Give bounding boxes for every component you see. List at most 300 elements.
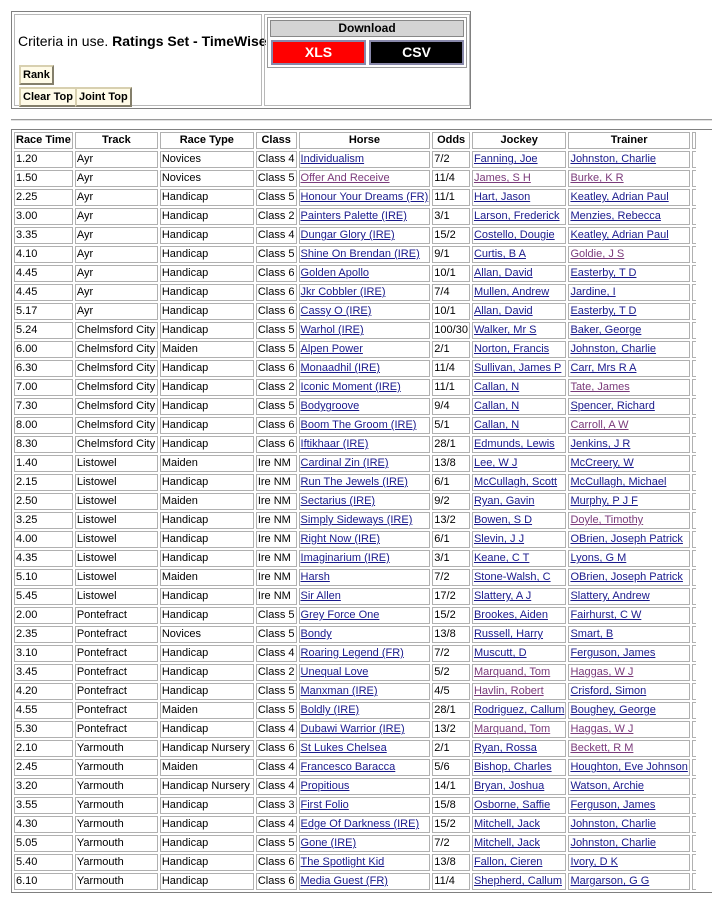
table-row [14,379,696,396]
trainer-link[interactable]: Jardine, I [570,286,616,298]
criteria-panel [11,11,471,109]
horse-link[interactable]: Alpen Power [300,343,363,355]
cell-track: Chelmsford City [75,436,158,453]
cell-class: Class 5 [256,607,297,624]
jockey-link[interactable]: Larson, Frederick [473,210,560,222]
cell-race-type: Handicap Nursery [160,778,254,795]
cell-odds: 4/5 [432,683,470,700]
cell-horse [299,360,431,377]
cell-track: Pontefract [75,607,158,624]
jockey-link[interactable]: Havlin, Robert [473,685,544,697]
download-title: Download [270,20,464,37]
cell-jockey [472,702,566,719]
trainer-link[interactable]: Johnston, Charlie [570,153,657,165]
cell-cut [692,303,696,320]
trainer-link[interactable]: Johnston, Charlie [570,818,657,830]
cell-odds: 7/2 [432,151,470,168]
jockey-link[interactable]: Mullen, Andrew [473,286,550,298]
cell-cut [692,626,696,643]
cell-track: Yarmouth [75,759,158,776]
cell-race-type: Maiden [160,759,254,776]
trainer-link[interactable]: Easterby, T D [570,305,637,317]
trainer-link[interactable]: McCreery, W [570,457,634,469]
cell-horse [299,778,431,795]
cell-track: Yarmouth [75,797,158,814]
trainer-link[interactable]: Keatley, Adrian Paul [570,229,669,241]
trainer-link[interactable]: Keatley, Adrian Paul [570,191,669,203]
cell-horse [299,341,431,358]
horse-link[interactable]: Individualism [300,153,365,165]
cell-odds: 14/1 [432,778,470,795]
trainer-link[interactable]: Johnston, Charlie [570,343,657,355]
horse-link[interactable]: Simply Sideways (IRE) [300,514,413,526]
jockey-link[interactable]: Allan, David [473,267,533,279]
trainer-link[interactable]: Easterby, T D [570,267,637,279]
cell-race-time: 5.24 [14,322,73,339]
cell-odds: 5/2 [432,664,470,681]
jockey-link[interactable]: Fanning, Joe [473,153,538,165]
horse-link[interactable]: Boldly (IRE) [300,704,360,716]
horse-link[interactable]: Honour Your Dreams (FR) [300,191,429,203]
trainer-link[interactable]: Haggas, W J [570,666,634,678]
cell-race-type: Handicap [160,512,254,529]
jockey-link[interactable]: James, S H [473,172,531,184]
trainer-link[interactable]: Johnston, Charlie [570,837,657,849]
cell-jockey [472,303,566,320]
cell-jockey [472,873,566,890]
trainer-link[interactable]: Crisford, Simon [570,685,647,697]
horse-link[interactable]: Grey Force One [300,609,380,621]
trainer-link[interactable]: Fairhurst, C W [570,609,642,621]
horse-link[interactable]: Media Guest (FR) [300,875,388,887]
horse-link[interactable]: Manxman (IRE) [300,685,378,697]
horse-link[interactable]: Iftikhaar (IRE) [300,438,369,450]
cell-class: Class 6 [256,303,297,320]
jockey-link[interactable]: Stone-Walsh, C [473,571,551,583]
cell-cut [692,664,696,681]
cell-track: Ayr [75,303,158,320]
cell-cut [692,360,696,377]
trainer-link[interactable]: Carroll, A W [570,419,629,431]
cell-jockey [472,797,566,814]
column-header-horse: Horse [299,132,431,149]
download-cell [264,14,470,106]
table-row [14,702,696,719]
cell-trainer [568,208,689,225]
jockey-link[interactable]: Allan, David [473,305,533,317]
jockey-link[interactable]: Fallon, Cieren [473,856,543,868]
cell-race-type: Novices [160,151,254,168]
cell-jockey [472,227,566,244]
table-row [14,683,696,700]
cell-odds: 11/4 [432,873,470,890]
cell-class: Class 5 [256,322,297,339]
table-row [14,740,696,757]
cell-class: Class 4 [256,645,297,662]
cell-track: Ayr [75,189,158,206]
xls-download-button[interactable]: XLS [271,40,366,65]
jockey-link[interactable]: Callan, N [473,400,520,412]
ratings-table [12,130,698,892]
cell-race-time: 5.05 [14,835,73,852]
cell-horse [299,683,431,700]
cell-jockey [472,284,566,301]
cell-horse [299,227,431,244]
jockey-link[interactable]: Keane, C T [473,552,530,564]
trainer-link[interactable]: Ferguson, James [570,799,656,811]
horse-link[interactable]: Right Now (IRE) [300,533,380,545]
cell-track: Pontefract [75,664,158,681]
jockey-link[interactable]: Muscutt, D [473,647,527,659]
cell-cut [692,645,696,662]
cell-class: Class 2 [256,664,297,681]
horse-link[interactable]: The Spotlight Kid [300,856,385,868]
cell-race-time: 5.40 [14,854,73,871]
horse-link[interactable]: Monaadhil (IRE) [300,362,380,374]
download-panel [267,17,467,68]
column-header-trainer: Trainer [568,132,689,149]
cell-odds: 11/1 [432,189,470,206]
trainer-link[interactable]: OBrien, Joseph Patrick [570,533,683,545]
trainer-link[interactable]: Boughey, George [570,704,656,716]
horse-link[interactable]: Cardinal Zin (IRE) [300,457,389,469]
horse-link[interactable]: Sir Allen [300,590,341,602]
cell-race-time: 4.55 [14,702,73,719]
cell-cut [692,740,696,757]
cell-race-type: Handicap [160,265,254,282]
trainer-link[interactable]: Jenkins, J R [570,438,631,450]
jockey-link[interactable]: Bishop, Charles [473,761,552,773]
cell-race-type: Handicap [160,379,254,396]
cell-horse [299,303,431,320]
table-row [14,417,696,434]
horse-link[interactable]: Offer And Receive [300,172,390,184]
cell-trainer [568,379,689,396]
cell-race-type: Handicap [160,721,254,738]
jockey-link[interactable]: Mitchell, Jack [473,818,540,830]
cell-track: Ayr [75,170,158,187]
cell-jockey [472,474,566,491]
cell-race-time: 5.17 [14,303,73,320]
horse-link[interactable]: St Lukes Chelsea [300,742,387,754]
cell-trainer [568,436,689,453]
jockey-link[interactable]: Callan, N [473,381,520,393]
cell-cut [692,569,696,586]
cell-race-type: Handicap [160,398,254,415]
trainer-link[interactable]: Goldie, J S [570,248,625,260]
horse-link[interactable]: Cassy O (IRE) [300,305,372,317]
cell-class: Class 6 [256,360,297,377]
cell-race-type: Handicap [160,550,254,567]
cell-class: Class 5 [256,189,297,206]
cell-cut [692,721,696,738]
cell-jockey [472,778,566,795]
cell-class: Class 4 [256,816,297,833]
table-row [14,151,696,168]
cell-class: Ire NM [256,569,297,586]
jockey-link[interactable]: Ryan, Rossa [473,742,537,754]
rank-button[interactable]: Rank [19,65,54,85]
cell-odds: 11/4 [432,170,470,187]
cell-race-type: Handicap [160,474,254,491]
cell-jockey [472,246,566,263]
cell-cut [692,151,696,168]
cell-cut [692,778,696,795]
jockey-link[interactable]: Costello, Dougie [473,229,555,241]
horse-link[interactable]: Roaring Legend (FR) [300,647,404,659]
cell-race-type: Handicap [160,417,254,434]
cell-jockey [472,398,566,415]
horse-link[interactable]: Run The Jewels (IRE) [300,476,408,488]
cell-track: Pontefract [75,702,158,719]
cell-jockey [472,265,566,282]
cell-track: Pontefract [75,683,158,700]
horse-link[interactable]: Unequal Love [300,666,369,678]
horse-link[interactable]: Painters Palette (IRE) [300,210,407,222]
cell-jockey [472,816,566,833]
trainer-link[interactable]: Baker, George [570,324,642,336]
jockey-link[interactable]: Russell, Harry [473,628,544,640]
cell-class: Class 6 [256,284,297,301]
cell-odds: 10/1 [432,303,470,320]
horse-link[interactable]: Harsh [300,571,330,583]
cell-horse [299,246,431,263]
horse-link[interactable]: Propitious [300,780,350,792]
cell-cut [692,246,696,263]
trainer-link[interactable]: Watson, Archie [570,780,645,792]
cell-trainer [568,246,689,263]
column-header-odds: Odds [432,132,470,149]
cell-cut [692,854,696,871]
trainer-link[interactable]: Burke, K R [570,172,624,184]
cell-horse [299,512,431,529]
cell-class: Class 6 [256,854,297,871]
cell-race-time: 2.00 [14,607,73,624]
trainer-link[interactable]: Slattery, Andrew [570,590,650,602]
table-row [14,189,696,206]
cell-race-type: Handicap [160,322,254,339]
trainer-link[interactable]: Tate, James [570,381,630,393]
jockey-link[interactable]: Bryan, Joshua [473,780,545,792]
criteria-cell [14,14,267,106]
trainer-link[interactable]: McCullagh, Michael [570,476,667,488]
jockey-link[interactable]: Bowen, S D [473,514,533,526]
jockey-link[interactable]: Callan, N [473,419,520,431]
cell-jockey [472,854,566,871]
table-row [14,797,696,814]
cell-class: Class 5 [256,246,297,263]
cell-jockey [472,740,566,757]
cell-track: Ayr [75,151,158,168]
trainer-link[interactable]: Menzies, Rebecca [570,210,661,222]
cell-track: Ayr [75,284,158,301]
cell-horse [299,151,431,168]
cell-cut [692,550,696,567]
cell-class: Class 4 [256,759,297,776]
jockey-link[interactable]: Walker, Mr S [473,324,537,336]
cell-track: Chelmsford City [75,322,158,339]
jockey-link[interactable]: Sullivan, James P [473,362,562,374]
jockey-link[interactable]: Marquand, Tom [473,666,551,678]
cell-race-type: Handicap [160,208,254,225]
trainer-link[interactable]: Haggas, W J [570,723,634,735]
column-header-race-type: Race Type [160,132,254,149]
cell-trainer [568,531,689,548]
clear-top-button[interactable]: Clear Top [19,87,77,107]
criteria-prefix: Criteria in use. [18,33,109,49]
table-body [14,151,696,890]
jockey-link[interactable]: Slattery, A J [473,590,532,602]
cell-horse [299,740,431,757]
cell-trainer [568,322,689,339]
csv-download-button[interactable]: CSV [369,40,464,65]
cell-jockey [472,417,566,434]
trainer-link[interactable]: Murphy, P J F [570,495,638,507]
cell-trainer [568,854,689,871]
trainer-link[interactable]: Beckett, R M [570,742,634,754]
horse-link[interactable]: First Folio [300,799,349,811]
cell-trainer [568,702,689,719]
horse-link[interactable]: Francesco Baracca [300,761,396,773]
trainer-link[interactable]: Houghton, Eve Johnson [570,761,688,773]
cell-cut [692,265,696,282]
cell-track: Ayr [75,265,158,282]
trainer-link[interactable]: Lyons, G M [570,552,627,564]
trainer-link[interactable]: Doyle, Timothy [570,514,644,526]
cell-horse [299,208,431,225]
cell-cut [692,170,696,187]
cell-cut [692,227,696,244]
cell-track: Yarmouth [75,740,158,757]
trainer-link[interactable]: OBrien, Joseph Patrick [570,571,683,583]
horse-link[interactable]: Golden Apollo [300,267,370,279]
table-row [14,284,696,301]
cell-class: Class 4 [256,778,297,795]
cell-odds: 7/4 [432,284,470,301]
cell-race-time: 2.45 [14,759,73,776]
trainer-link[interactable]: Carr, Mrs R A [570,362,637,374]
cell-race-time: 4.45 [14,284,73,301]
divider [11,119,712,121]
cell-odds: 15/2 [432,607,470,624]
cell-trainer [568,512,689,529]
cell-horse [299,645,431,662]
jockey-link[interactable]: McCullagh, Scott [473,476,558,488]
cell-jockey [472,189,566,206]
trainer-link[interactable]: Spencer, Richard [570,400,655,412]
cell-trainer [568,417,689,434]
cell-race-time: 7.00 [14,379,73,396]
cell-jockey [472,683,566,700]
cell-odds: 11/4 [432,360,470,377]
cell-jockey [472,455,566,472]
table-row [14,436,696,453]
table-row [14,873,696,890]
table-row [14,835,696,852]
cell-trainer [568,721,689,738]
jockey-link[interactable]: Mitchell, Jack [473,837,540,849]
cell-trainer [568,664,689,681]
cell-jockey [472,360,566,377]
table-row [14,455,696,472]
horse-link[interactable]: Iconic Moment (IRE) [300,381,401,393]
jockey-link[interactable]: Ryan, Gavin [473,495,535,507]
jockey-link[interactable]: Shepherd, Callum [473,875,563,887]
trainer-link[interactable]: Ferguson, James [570,647,656,659]
table-row [14,170,696,187]
cell-cut [692,493,696,510]
cell-trainer [568,645,689,662]
cell-odds: 13/8 [432,455,470,472]
cell-jockey [472,151,566,168]
horse-link[interactable]: Boom The Groom (IRE) [300,419,417,431]
horse-link[interactable]: Sectarius (IRE) [300,495,376,507]
cell-trainer [568,759,689,776]
jockey-link[interactable]: Marquand, Tom [473,723,551,735]
cell-track: Listowel [75,569,158,586]
cell-odds: 17/2 [432,588,470,605]
horse-link[interactable]: Gone (IRE) [300,837,357,849]
horse-link[interactable]: Warhol (IRE) [300,324,364,336]
horse-link[interactable]: Shine On Brendan (IRE) [300,248,420,260]
cell-race-time: 7.30 [14,398,73,415]
jockey-link[interactable]: Slevin, J J [473,533,525,545]
horse-link[interactable]: Imaginarium (IRE) [300,552,390,564]
horse-link[interactable]: Dubawi Warrior (IRE) [300,723,405,735]
cell-jockey [472,645,566,662]
trainer-link[interactable]: Smart, B [570,628,614,640]
cell-track: Ayr [75,246,158,263]
trainer-link[interactable]: Ivory, D K [570,856,618,868]
cell-class: Class 3 [256,797,297,814]
cell-trainer [568,835,689,852]
jockey-link[interactable]: Brookes, Aiden [473,609,548,621]
joint-top-button[interactable]: Joint Top [75,87,132,107]
cell-race-type: Handicap [160,664,254,681]
table-row [14,854,696,871]
horse-link[interactable]: Bodygroove [300,400,360,412]
cell-trainer [568,569,689,586]
table-row [14,569,696,586]
horse-link[interactable]: Jkr Cobbler (IRE) [300,286,386,298]
jockey-link[interactable]: Hart, Jason [473,191,531,203]
cell-cut [692,436,696,453]
table-row [14,626,696,643]
jockey-link[interactable]: Rodriguez, Callum [473,704,565,716]
horse-link[interactable]: Edge Of Darkness (IRE) [300,818,420,830]
cell-track: Listowel [75,512,158,529]
table-row [14,721,696,738]
cell-race-time: 2.15 [14,474,73,491]
horse-link[interactable]: Bondy [300,628,332,640]
jockey-link[interactable]: Norton, Francis [473,343,550,355]
table-row [14,816,696,833]
cell-odds: 6/1 [432,531,470,548]
jockey-link[interactable]: Curtis, B A [473,248,526,260]
cell-cut [692,702,696,719]
cell-odds: 15/8 [432,797,470,814]
cell-horse [299,474,431,491]
cell-jockey [472,531,566,548]
trainer-link[interactable]: Margarson, G G [570,875,650,887]
horse-link[interactable]: Dungar Glory (IRE) [300,229,395,241]
jockey-link[interactable]: Osborne, Saffie [473,799,551,811]
cell-odds: 7/2 [432,645,470,662]
cell-horse [299,721,431,738]
jockey-link[interactable]: Edmunds, Lewis [473,438,555,450]
cell-trainer [568,493,689,510]
jockey-link[interactable]: Lee, W J [473,457,518,469]
